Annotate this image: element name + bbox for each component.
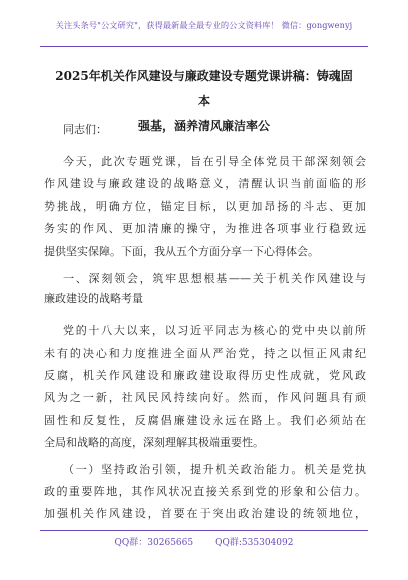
paragraph-line: 反腐，机关作风建设和廉政建设取得历史性成就，党风政 [44,369,366,382]
paragraph-line: 势挑战，明确方位，锚定目标，以更加昂扬的斗志、更加 [44,200,366,213]
paragraph-line: 全局和战略的高度，深刻理解其极端重要性。 [44,436,264,449]
paragraph-line: 务实的作风、更加清廉的操守，为推进各项事业行稳致远 [44,222,366,235]
paragraph-line: 政的重要阵地，其作风状况直接关系到党的形象和公信力。 [44,485,366,498]
paragraph-line: 党的十八大以来，以习近平同志为核心的党中央以前所 [63,324,366,337]
paragraph-line: 加强机关作风建设，首要在于突出政治建设的统领地位， [44,507,366,520]
section-heading-line: 廉政建设的战略考量 [44,292,143,305]
paragraph-line: （一）坚持政治引领，提升机关政治能力。机关是党执 [63,463,366,476]
paragraph-line: 提供坚实保障。下面，我从五个方面分享一下心得体会。 [44,245,319,258]
header-banner: 关注头条号"公文研究"，获得最新最全最专业的公文资料库！ 微信：gongwenyj [55,20,353,30]
title-line-2: 强基，涵养清风廉洁率公 [137,119,270,133]
footer-divider [40,530,368,531]
footer-qq-group-1: QQ群：30265665 [114,538,194,548]
footer [0,535,408,548]
title-line-1: 2025年机关作风建设与廉政建设专题党课讲稿：铸魂固本 [55,69,353,108]
salutation: 同志们： [63,123,107,136]
header-divider [40,46,368,47]
paragraph-line: 固性和反复性，反腐倡廉建设永远在路上。我们必须站在 [44,414,366,427]
paragraph-line: 风为之一新，社风民风持续向好。然而，作风问题具有顽 [44,391,366,404]
section-heading-line: 一、深刻领会，筑牢思想根基——关于机关作风建设与 [63,272,366,285]
paragraph-line: 今天，此次专题党课，旨在引导全体党员干部深刻领会 [63,155,366,168]
paragraph-line: 作风建设与廉政建设的战略意义，清醒认识当前面临的形 [44,177,366,190]
footer-qq-group-2: QQ群:535304092 [215,538,294,548]
paragraph-line: 未有的决心和力度推进全面从严治党，持之以恒正风肃纪 [44,347,366,360]
